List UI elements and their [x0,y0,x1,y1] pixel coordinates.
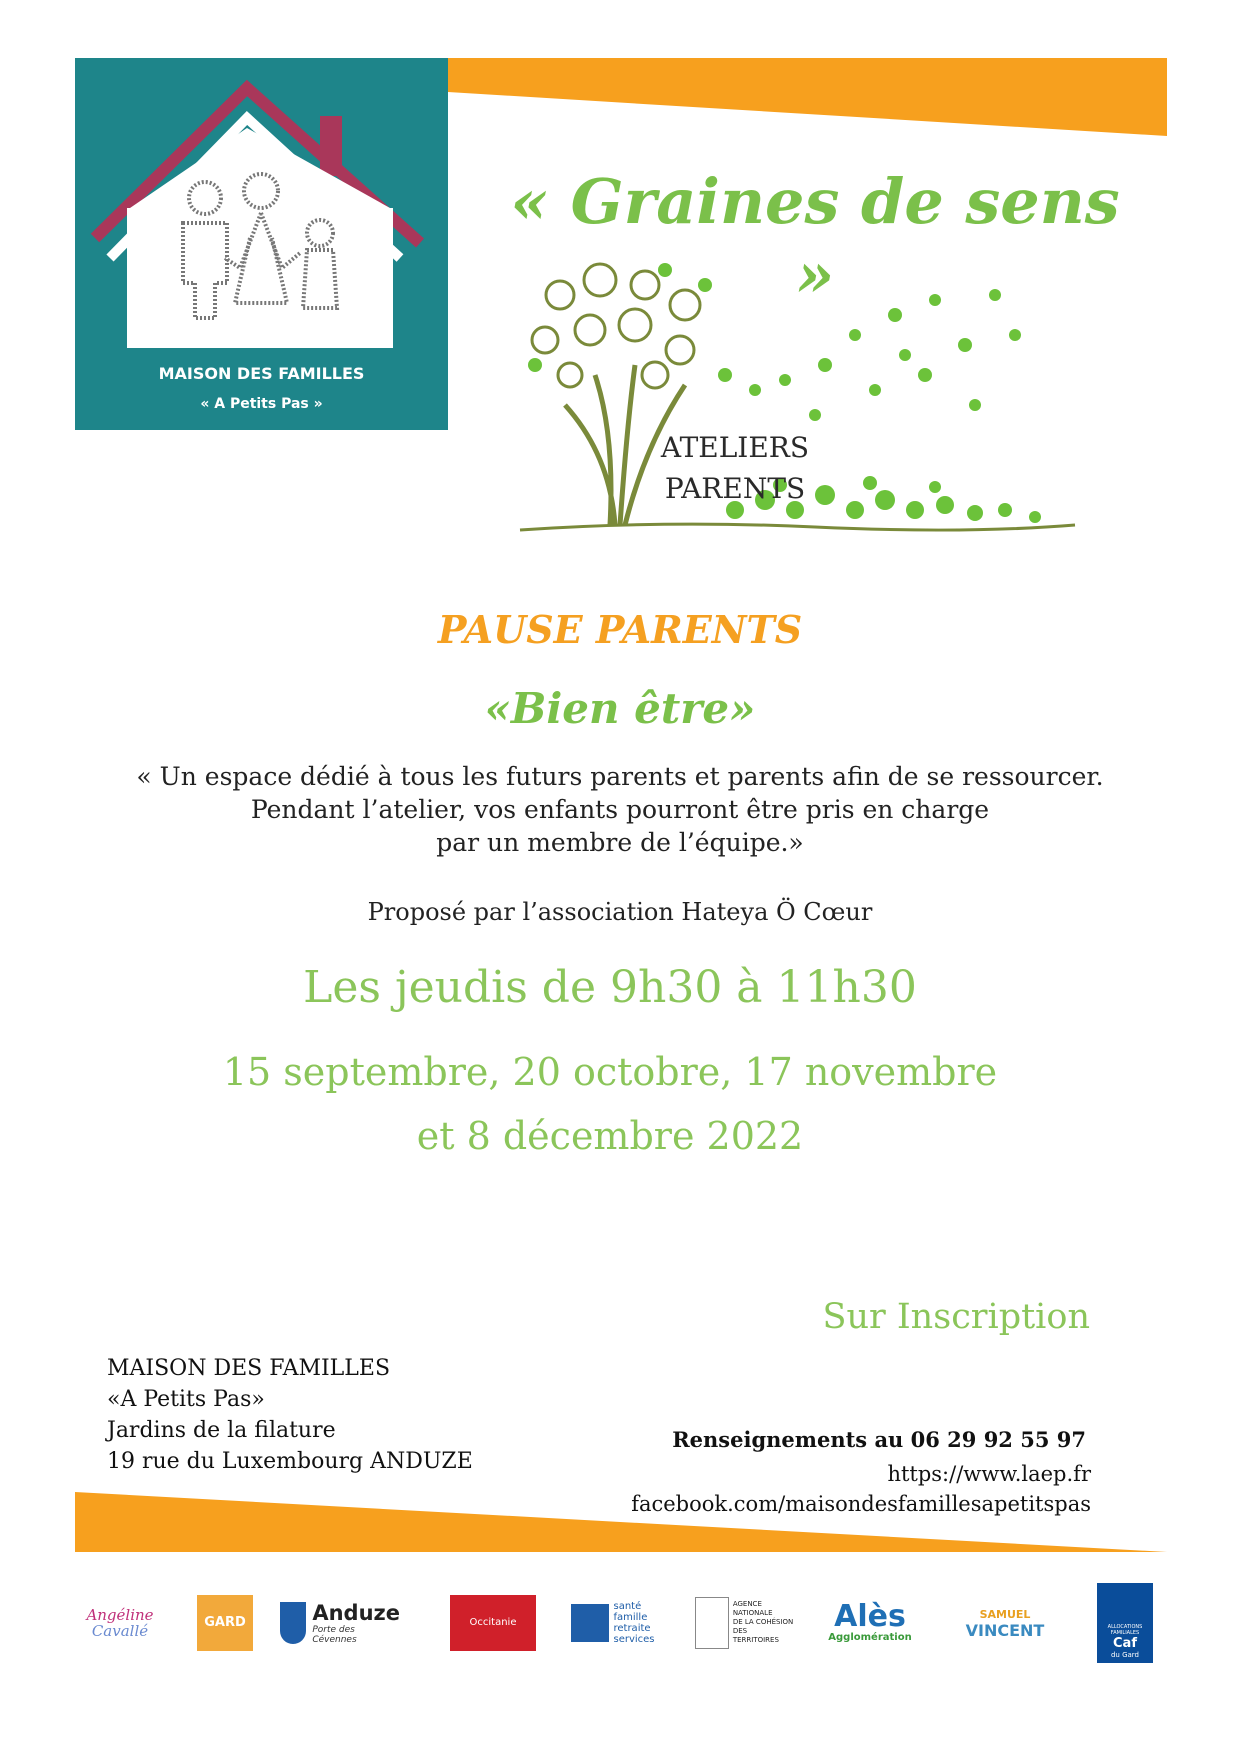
samuel-text: SAMUEL [979,1607,1031,1621]
contact-phone: Renseignements au 06 29 92 55 97 [672,1427,1086,1452]
agence-text-4: DES TERRITOIRES [732,1627,779,1644]
event-name: «Bien être» [484,684,756,733]
tree-illustration [515,255,1085,555]
vincent-text: VINCENT [965,1620,1045,1640]
caf-text-3: du Gard [1110,1650,1140,1659]
house-family-icon [75,58,448,358]
msa-text-1: santé [613,1600,642,1612]
anduze-logo [280,1575,400,1670]
gard-text: GARD [197,1595,253,1651]
event-schedule: Les jeudis de 9h30 à 11h30 [303,962,917,1013]
description-line-1: « Un espace dédié à tous les futurs parents et parents afin de se ressourcer. [136,762,1104,791]
address-line-1: MAISON DES FAMILLES [107,1356,391,1381]
caf-text-1: ALLOCATIONS FAMILIALES [1107,1623,1143,1636]
dates-line-2: et 8 décembre 2022 [416,1114,804,1158]
msa-logo [568,1575,658,1670]
agence-text-1: AGENCE [732,1600,762,1608]
logo-subtitle: « A Petits Pas » [200,396,323,412]
msa-icon [571,1604,609,1642]
ales-subtext: Agglomération [828,1632,912,1643]
republique-icon [695,1597,729,1649]
anduze-shield-icon [280,1602,306,1644]
maison-des-familles-logo [75,58,448,430]
angeline-text-1: Angéline [86,1605,154,1624]
agence-text-3: DE LA COHÉSION [732,1618,794,1626]
logo-title: MAISON DES FAMILLES [158,364,365,383]
event-dates [150,1040,1070,1168]
address-line-2: «A Petits Pas» [107,1387,265,1412]
address-line-3: Jardins de la filature [107,1418,336,1443]
partner-logos [75,1575,1167,1670]
address-line-4: 19 rue du Luxembourg ANDUZE [107,1449,473,1474]
event-category: PAUSE PARENTS [437,607,803,652]
anduze-text: Anduze [312,1600,400,1625]
occitanie-logo [448,1575,538,1670]
ateliers-line-2: PARENTS [664,472,806,505]
registration-note: Sur Inscription [822,1297,1090,1337]
gard-logo [195,1575,255,1670]
agence-text-2: NATIONALE [732,1609,773,1617]
anduze-subtext: Porte des Cévennes [312,1624,357,1645]
ateliers-parents-label [640,427,830,509]
page-title: « Graines de sens » [510,165,1120,311]
msa-text-4: services [613,1633,655,1645]
occitanie-text: Occitanie [450,1595,536,1651]
event-description [120,760,1120,859]
description-line-3: par un membre de l’équipe.» [436,828,804,857]
angeline-cavalle-logo [80,1575,160,1670]
ales-agglomeration-logo [815,1575,925,1670]
ales-text: Alès [834,1599,906,1634]
contact-links [631,1459,1091,1519]
dates-line-1: 15 septembre, 20 octobre, 17 novembre [222,1050,998,1094]
website-link[interactable]: https://www.laep.fr [887,1462,1091,1486]
ateliers-line-1: ATELIERS [660,431,810,464]
address-block [107,1353,473,1477]
agence-cohesion-logo [695,1575,795,1670]
caf-gard-logo [1095,1575,1155,1670]
facebook-link[interactable]: facebook.com/maisondesfamillesapetitspas [631,1492,1091,1516]
caf-text-2: Caf [1113,1635,1137,1651]
angeline-text-2: Cavallé [91,1621,149,1640]
description-line-2: Pendant l’atelier, vos enfants pourront être pris en charge [250,795,990,824]
proposed-by: Proposé par l’association Hateya Ö Cœur [367,898,873,926]
msa-text-2: famille [613,1611,648,1623]
msa-text-3: retraite [613,1622,651,1634]
samuel-vincent-logo [955,1575,1055,1670]
